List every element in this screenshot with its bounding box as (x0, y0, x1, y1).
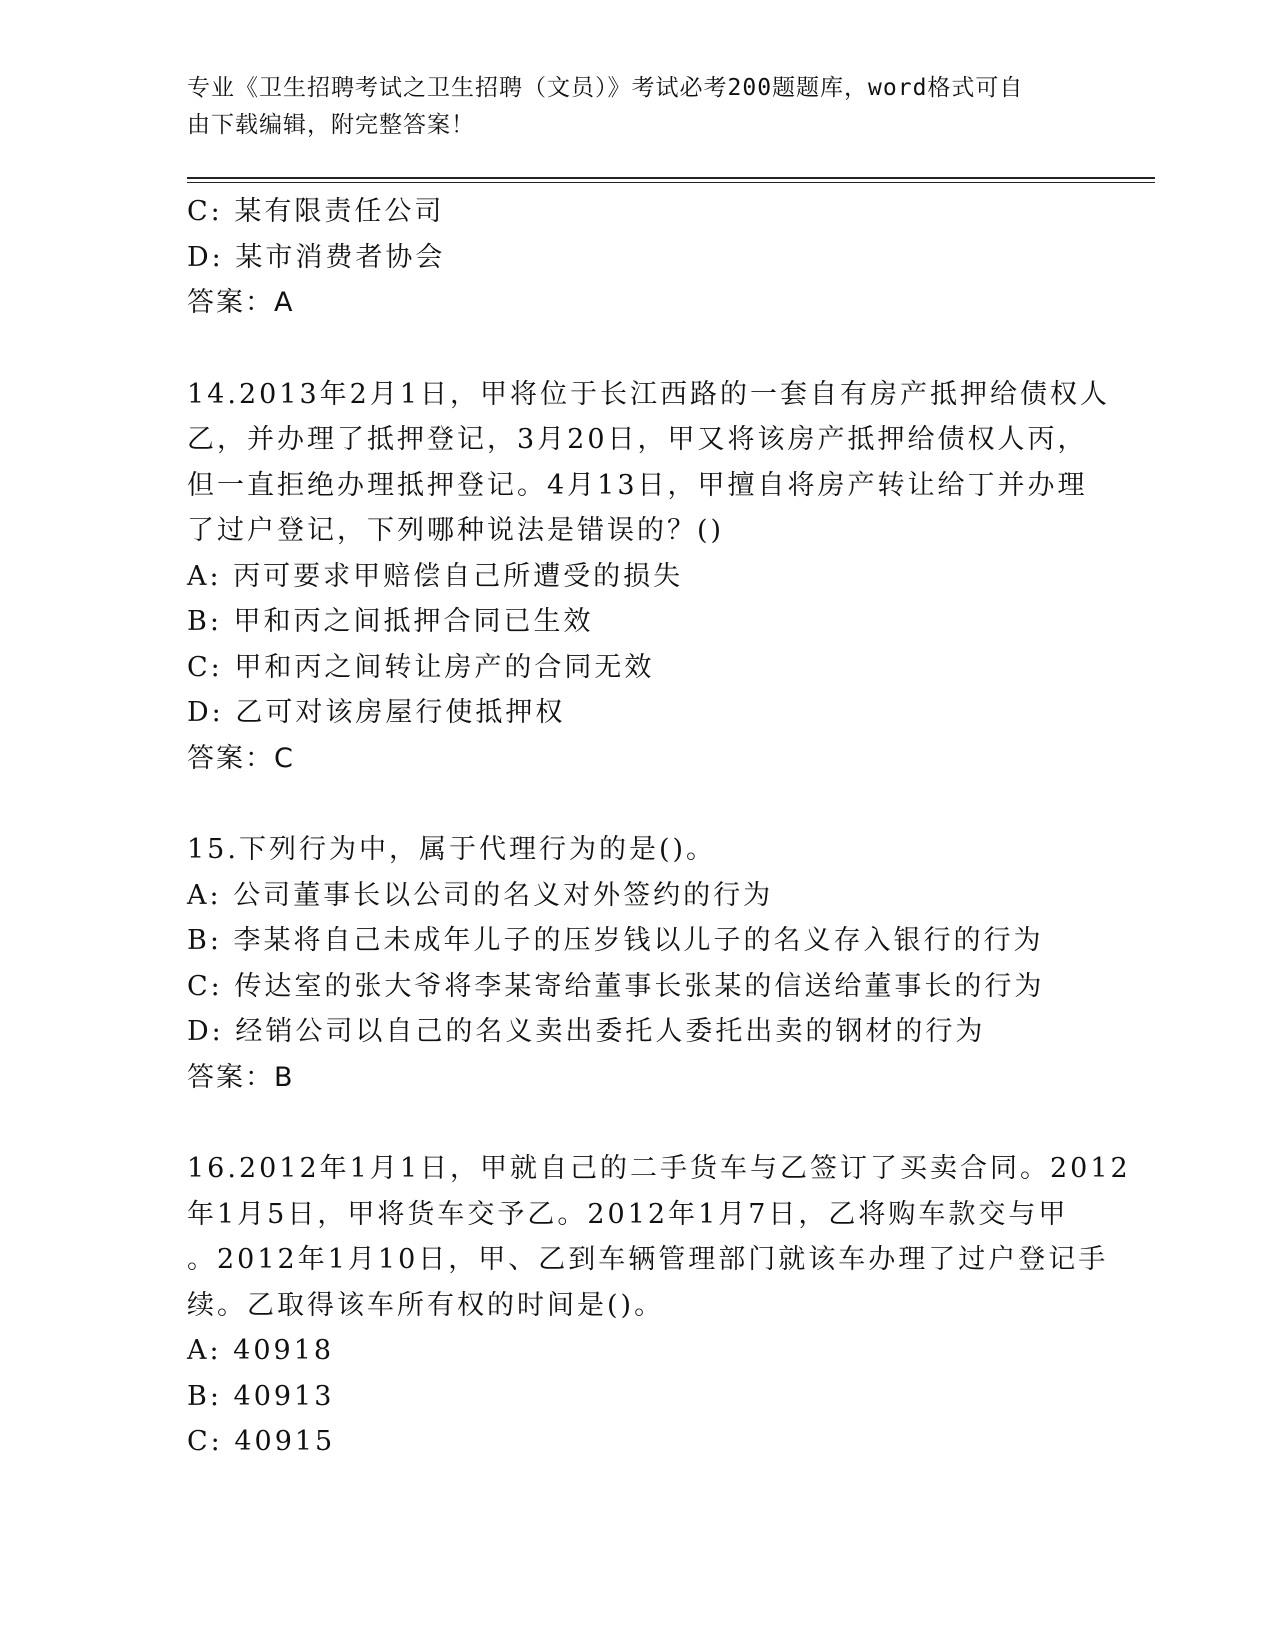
question-content (187, 189, 1131, 1465)
option-b: B: 甲和丙之间抵押合同已生效 (187, 606, 594, 637)
header-line-1: 专业《卫生招聘考试之卫生招聘（文员）》考试必考200题题库，word格式可自 (187, 75, 1024, 101)
option-d: D: 乙可对该房屋行使抵押权 (187, 697, 566, 728)
option-b: B: 李某将自己未成年儿子的压岁钱以儿子的名义存入银行的行为 (187, 925, 1044, 956)
header-divider-thick (187, 177, 1155, 179)
header-divider-thin (187, 182, 1155, 183)
answer-line: 答案：A (187, 287, 295, 318)
answer-line: 答案：C (187, 742, 295, 774)
spacer (187, 781, 1087, 827)
question-stem-line: 16.2012年1月1日，甲就自己的二手货车与乙签订了买卖合同。2012 (187, 1153, 1131, 1184)
option-c: C: 40915 (187, 1426, 336, 1457)
prev-question-block (187, 189, 1087, 326)
document-header (187, 70, 1067, 144)
question-14 (187, 372, 1111, 782)
spacer (187, 1100, 1087, 1146)
question-stem-line: 续。乙取得该车所有权的时间是()。 (187, 1289, 665, 1321)
option-d: D: 某市消费者协会 (187, 241, 446, 273)
option-a: A: 公司董事长以公司的名义对外签约的行为 (187, 879, 774, 911)
question-stem-line: 年1月5日，甲将货车交予乙。2012年1月7日，乙将购车款交与甲 (187, 1198, 1069, 1230)
question-stem-line: 但一直拒绝办理抵押登记。4月13日，甲擅自将房产转让给丁并办理 (187, 469, 1088, 501)
question-15 (187, 827, 1087, 1100)
option-c: C: 甲和丙之间转让房产的合同无效 (187, 651, 655, 683)
option-c: C: 传达室的张大爷将李某寄给董事长张某的信送给董事长的行为 (187, 970, 1045, 1002)
option-c: C: 某有限责任公司 (187, 196, 445, 227)
question-stem-line: 。2012年1月10日，甲、乙到车辆管理部门就该车办理了过户登记手 (187, 1244, 1109, 1275)
option-a: A: 丙可要求甲赔偿自己所遭受的损失 (187, 560, 684, 592)
question-stem-line: 乙，并办理了抵押登记，3月20日，甲又将该房产抵押给债权人丙， (187, 424, 1088, 455)
option-b: B: 40913 (187, 1380, 335, 1412)
header-line-2: 由下载编辑，附完整答案！ (187, 112, 475, 138)
spacer (187, 326, 1087, 372)
question-stem-line: 了过户登记，下列哪种说法是错误的？() (187, 515, 725, 546)
option-d: D: 经销公司以自己的名义卖出委托人委托出卖的钢材的行为 (187, 1016, 986, 1047)
question-stem-line: 15.下列行为中，属于代理行为的是()。 (187, 834, 717, 865)
answer-line: 答案：B (187, 1061, 295, 1093)
question-stem-line: 14.2013年2月1日，甲将位于长江西路的一套自有房产抵押给债权人 (187, 378, 1111, 410)
question-16 (187, 1146, 1131, 1465)
option-a: A: 40918 (187, 1335, 335, 1366)
